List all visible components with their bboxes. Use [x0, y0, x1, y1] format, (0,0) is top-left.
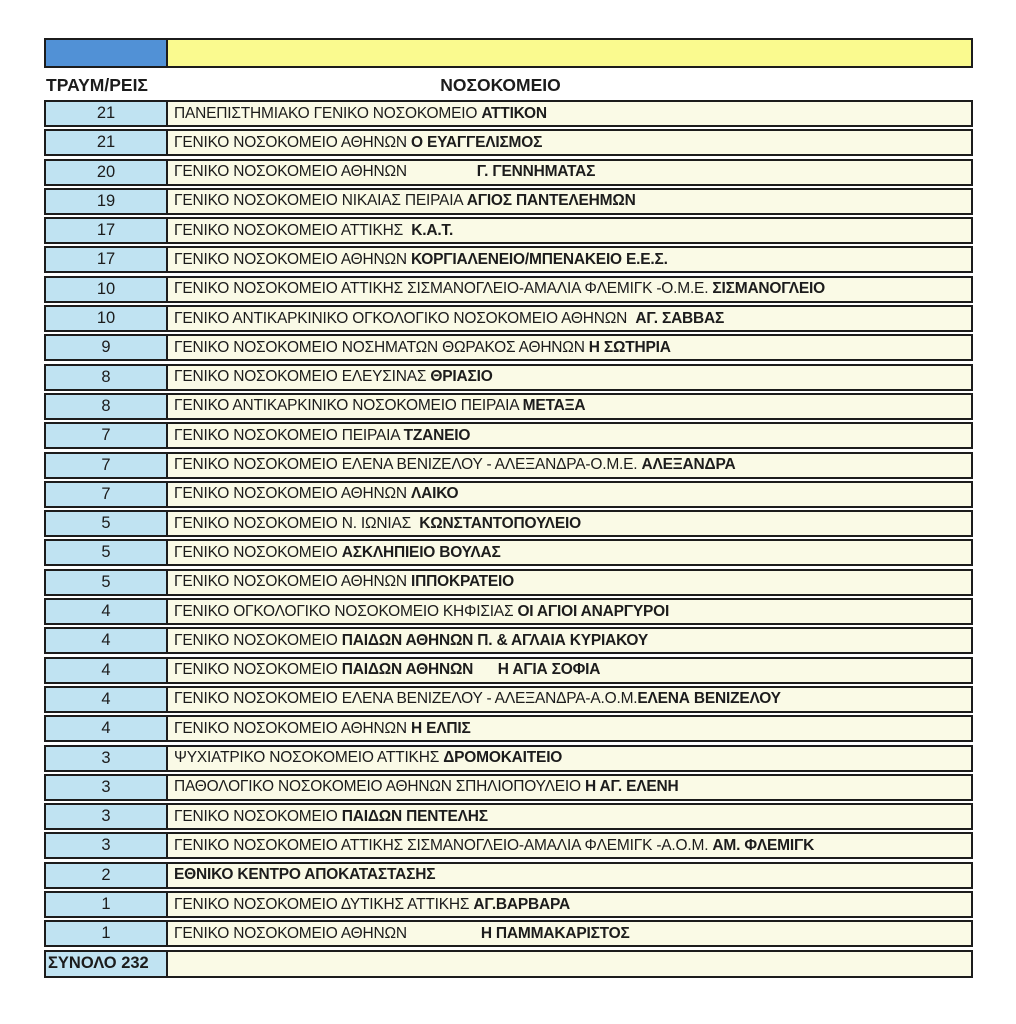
casualty-count-cell[interactable]: 8 [46, 395, 168, 418]
casualty-count-cell[interactable]: 10 [46, 307, 168, 330]
hospital-name-prefix: ΓΕΝΙΚΟ ΝΟΣΟΚΟΜΕΙΟ Ν. ΙΩΝΙΑΣ [174, 514, 420, 532]
table-row [44, 305, 973, 332]
hospital-name-prefix: ΨΥΧΙΑΤΡΙΚΟ ΝΟΣΟΚΟΜΕΙΟ ΑΤΤΙΚΗΣ [174, 749, 444, 767]
table-row [44, 159, 973, 186]
hospital-name-cell[interactable] [168, 131, 971, 154]
casualty-count-cell[interactable]: 4 [46, 659, 168, 682]
casualty-count-cell[interactable]: 5 [46, 512, 168, 535]
table-row [44, 627, 973, 654]
casualty-count-cell[interactable]: 1 [46, 893, 168, 916]
hospital-name-emphasis: ΑΛΕΞΑΝΔΡΑ [641, 456, 736, 474]
hospital-name-prefix: ΠΑΘΟΛΟΓΙΚΟ ΝΟΣΟΚΟΜΕΙΟ ΑΘΗΝΩΝ ΣΠΗΛΙΟΠΟΥΛΕΙΟ [174, 778, 585, 796]
table-row [44, 745, 973, 772]
table-row [44, 510, 973, 537]
hospital-name-cell[interactable] [168, 248, 971, 271]
hospital-name-cell[interactable] [168, 864, 971, 887]
table-row [44, 686, 973, 713]
table-row [44, 217, 973, 244]
table-row [44, 715, 973, 742]
hospital-name-prefix: ΓΕΝΙΚΟ ΝΟΣΟΚΟΜΕΙΟ ΕΛΕΝΑ ΒΕΝΙΖΕΛΟΥ - ΑΛΕΞΑΝΔΡΑ-Α.Ο.Μ. [174, 690, 638, 708]
casualty-count-cell[interactable]: 3 [46, 805, 168, 828]
hospital-name-emphasis: ΑΜ. ΦΛΕΜΙΓΚ [712, 836, 815, 854]
hospital-name-prefix: ΠΑΝΕΠΙΣΤΗΜΙΑΚΟ ΓΕΝΙΚΟ ΝΟΣΟΚΟΜΕΙΟ [174, 104, 482, 122]
hospital-column-header: ΝΟΣΟΚΟΜΕΙΟ [440, 75, 561, 95]
hospital-name-cell[interactable] [168, 454, 971, 477]
hospital-name-prefix: ΓΕΝΙΚΟ ΝΟΣΟΚΟΜΕΙΟ ΑΤΤΙΚΗΣ [174, 221, 412, 239]
hospital-name-cell[interactable] [168, 219, 971, 242]
casualty-count-cell[interactable]: 7 [46, 454, 168, 477]
count-column-band-cell[interactable] [46, 40, 168, 66]
hospital-name-emphasis: ΠΑΙΔΩΝ ΑΘΗΝΩΝ Η ΑΓΙΑ ΣΟΦΙΑ [341, 661, 601, 679]
hospital-name-emphasis: ΕΛΕΝΑ ΒΕΝΙΖΕΛΟΥ [637, 690, 781, 708]
casualty-count-cell[interactable]: 7 [46, 483, 168, 506]
casualty-count-cell[interactable]: 10 [46, 278, 168, 301]
hospital-name-prefix: ΓΕΝΙΚΟ ΝΟΣΟΚΟΜΕΙΟ ΑΘΗΝΩΝ [174, 163, 477, 181]
casualty-count-cell[interactable]: 3 [46, 776, 168, 799]
hospital-name-prefix: ΓΕΝΙΚΟ ΑΝΤΙΚΑΡΚΙΝΙΚΟ ΟΓΚΟΛΟΓΙΚΟ ΝΟΣΟΚΟΜΕΙΟ ΑΘΗΝΩΝ [174, 309, 636, 327]
hospital-name-emphasis: ΑΓ.ΒΑΡΒΑΡΑ [473, 895, 571, 913]
hospital-name-emphasis: ΔΡΟΜΟΚΑΙΤΕΙΟ [443, 749, 563, 767]
hospital-name-prefix: ΓΕΝΙΚΟ ΝΟΣΟΚΟΜΕΙΟ [174, 807, 342, 825]
hospital-name-emphasis: ΑΓΙΟΣ ΠΑΝΤΕΛΕΗΜΩΝ [466, 192, 636, 210]
hospital-name-cell[interactable] [168, 161, 971, 184]
hospital-name-prefix: ΓΕΝΙΚΟ ΝΟΣΟΚΟΜΕΙΟ ΔΥΤΙΚΗΣ ΑΤΤΙΚΗΣ [174, 895, 474, 913]
hospital-name-emphasis: ΕΘΝΙΚΟ ΚΕΝΤΡΟ ΑΠΟΚΑΤΑΣΤΑΣΗΣ [174, 866, 436, 884]
table-row [44, 774, 973, 801]
casualty-count-cell[interactable]: 4 [46, 688, 168, 711]
table-row [44, 246, 973, 273]
hospital-name-cell[interactable] [168, 688, 971, 711]
total-empty-cell[interactable] [168, 952, 971, 976]
casualty-count-cell[interactable]: 9 [46, 336, 168, 359]
hospital-name-emphasis: Η ΑΓ. ΕΛΕΝΗ [585, 778, 679, 796]
hospital-name-emphasis: Η ΕΛΠΙΣ [411, 719, 471, 737]
hospital-name-cell[interactable] [168, 629, 971, 652]
hospital-name-cell[interactable] [168, 366, 971, 389]
total-row [44, 950, 973, 978]
casualty-count-cell[interactable]: 4 [46, 717, 168, 740]
table-row [44, 832, 973, 859]
table-row [44, 100, 973, 127]
hospital-name-cell[interactable] [168, 717, 971, 740]
hospital-name-cell[interactable] [168, 541, 971, 564]
table-row [44, 334, 973, 361]
table-row [44, 422, 973, 449]
hospital-name-prefix: ΓΕΝΙΚΟ ΑΝΤΙΚΑΡΚΙΝΙΚΟ ΝΟΣΟΚΟΜΕΙΟ ΠΕΙΡΑΙΑ [174, 397, 523, 415]
hospital-name-emphasis: ΑΓ. ΣΑΒΒΑΣ [635, 309, 725, 327]
casualty-count-cell[interactable]: 5 [46, 541, 168, 564]
table-row [44, 276, 973, 303]
hospital-name-prefix: ΓΕΝΙΚΟ ΝΟΣΟΚΟΜΕΙΟ ΑΘΗΝΩΝ [174, 573, 412, 591]
hospital-name-emphasis: ΑΤΤΙΚΟΝ [481, 104, 547, 122]
hospital-name-prefix: ΓΕΝΙΚΟ ΝΟΣΟΚΟΜΕΙΟ ΕΛΕΥΣΙΝΑΣ [174, 368, 431, 386]
table-row [44, 891, 973, 918]
casualty-count-cell[interactable]: 4 [46, 600, 168, 623]
table-row [44, 598, 973, 625]
hospital-name-cell[interactable] [168, 776, 971, 799]
casualty-count-cell[interactable]: 7 [46, 424, 168, 447]
hospital-name-cell[interactable] [168, 659, 971, 682]
casualty-count-cell[interactable]: 21 [46, 131, 168, 154]
hospital-name-emphasis: ΚΟΡΓΙΑΛΕΝΕΙΟ/ΜΠΕΝΑΚΕΙΟ Ε.Ε.Σ. [411, 250, 668, 268]
table-row [44, 539, 973, 566]
hospital-name-emphasis: Η ΠΑΜΜΑΚΑΡΙΣΤΟΣ [480, 924, 630, 942]
casualty-count-cell[interactable]: 20 [46, 161, 168, 184]
hospital-name-emphasis: ΘΡΙΑΣΙΟ [430, 368, 493, 386]
hospital-name-emphasis: ΑΣΚΛΗΠΙΕΙΟ ΒΟΥΛΑΣ [341, 543, 501, 561]
casualty-count-cell[interactable]: 17 [46, 248, 168, 271]
table-row [44, 862, 973, 889]
hospital-name-cell[interactable] [168, 190, 971, 213]
hospital-name-prefix: ΓΕΝΙΚΟ ΝΟΣΟΚΟΜΕΙΟ ΑΤΤΙΚΗΣ ΣΙΣΜΑΝΟΓΛΕΙΟ-ΑΜΑΛΙΑ ΦΛΕΜΙΓΚ -Α.Ο.Μ. [174, 836, 713, 854]
hospital-name-cell[interactable] [168, 512, 971, 535]
casualty-count-cell[interactable]: 21 [46, 102, 168, 125]
hospital-name-cell[interactable] [168, 834, 971, 857]
hospital-name-emphasis: Ο ΕΥΑΓΓΕΛΙΣΜΟΣ [411, 133, 543, 151]
hospital-name-cell[interactable] [168, 893, 971, 916]
casualty-count-cell[interactable]: 8 [46, 366, 168, 389]
table-row [44, 481, 973, 508]
hospital-name-cell[interactable] [168, 102, 971, 125]
hospital-column-band-cell[interactable] [168, 40, 971, 66]
hospital-name-prefix: ΓΕΝΙΚΟ ΝΟΣΟΚΟΜΕΙΟ ΠΕΙΡΑΙΑ [174, 426, 404, 444]
table-row [44, 569, 973, 596]
hospital-name-prefix: ΓΕΝΙΚΟ ΝΟΣΟΚΟΜΕΙΟ [174, 631, 342, 649]
hospital-name-cell[interactable] [168, 747, 971, 770]
table-row [44, 364, 973, 391]
hospital-name-prefix: ΓΕΝΙΚΟ ΝΟΣΟΚΟΜΕΙΟ ΕΛΕΝΑ ΒΕΝΙΖΕΛΟΥ - ΑΛΕΞΑΝΔΡΑ-Ο.Μ.Ε. [174, 456, 642, 474]
hospital-name-prefix: ΓΕΝΙΚΟ ΝΟΣΟΚΟΜΕΙΟ ΑΘΗΝΩΝ [174, 485, 412, 503]
header-color-band [44, 38, 973, 68]
hospital-name-cell[interactable] [168, 600, 971, 623]
casualty-count-cell[interactable]: 4 [46, 629, 168, 652]
table-body [44, 100, 973, 947]
casualty-count-cell[interactable]: 17 [46, 219, 168, 242]
hospital-name-emphasis: Γ. ΓΕΝΝΗΜΑΤΑΣ [476, 163, 596, 181]
hospital-name-emphasis: Κ.Α.Τ. [411, 221, 454, 239]
hospital-name-cell[interactable] [168, 424, 971, 447]
hospital-name-prefix: ΓΕΝΙΚΟ ΝΟΣΟΚΟΜΕΙΟ ΑΘΗΝΩΝ [174, 133, 412, 151]
casualty-count-cell[interactable]: 19 [46, 190, 168, 213]
count-column-header: ΤΡΑΥΜ/ΡΕΙΣ [46, 75, 148, 95]
table-row [44, 657, 973, 684]
hospital-name-emphasis: Η ΣΩΤΗΡΙΑ [588, 338, 671, 356]
hospital-name-cell[interactable] [168, 395, 971, 418]
hospital-name-emphasis: ΠΑΙΔΩΝ ΠΕΝΤΕΛΗΣ [341, 807, 488, 825]
hospital-name-emphasis: ΤΖΑΝΕΙΟ [403, 426, 471, 444]
hospital-name-prefix: ΓΕΝΙΚΟ ΝΟΣΟΚΟΜΕΙΟ ΑΘΗΝΩΝ [174, 250, 412, 268]
hospital-name-prefix: ΓΕΝΙΚΟ ΝΟΣΟΚΟΜΕΙΟ ΑΤΤΙΚΗΣ ΣΙΣΜΑΝΟΓΛΕΙΟ-ΑΜΑΛΙΑ ΦΛΕΜΙΓΚ -Ο.Μ.Ε. [174, 280, 713, 298]
hospital-name-emphasis: ΜΕΤΑΞΑ [522, 397, 586, 415]
table-row [44, 129, 973, 156]
hospital-name-prefix: ΓΕΝΙΚΟ ΝΟΣΟΚΟΜΕΙΟ [174, 543, 342, 561]
hospital-name-cell[interactable] [168, 571, 971, 594]
casualty-count-cell[interactable]: 3 [46, 747, 168, 770]
hospital-name-prefix: ΓΕΝΙΚΟ ΝΟΣΟΚΟΜΕΙΟ ΑΘΗΝΩΝ [174, 719, 412, 737]
casualty-count-cell[interactable]: 3 [46, 834, 168, 857]
hospital-name-prefix: ΓΕΝΙΚΟ ΝΟΣΟΚΟΜΕΙΟ ΝΟΣΗΜΑΤΩΝ ΘΩΡΑΚΟΣ ΑΘΗΝΩΝ [174, 338, 589, 356]
hospital-name-emphasis: ΙΠΠΟΚΡΑΤΕΙΟ [411, 573, 515, 591]
table-row [44, 188, 973, 215]
casualty-count-cell[interactable]: 2 [46, 864, 168, 887]
table-row [44, 920, 973, 947]
hospital-name-emphasis: ΣΙΣΜΑΝΟΓΛΕΙΟ [712, 280, 825, 298]
column-labels-row [44, 71, 973, 100]
hospital-name-cell[interactable] [168, 307, 971, 330]
hospital-casualty-table [44, 38, 973, 978]
hospital-name-prefix: ΓΕΝΙΚΟ ΝΟΣΟΚΟΜΕΙΟ ΝΙΚΑΙΑΣ ΠΕΙΡΑΙΑ [174, 192, 467, 210]
hospital-name-prefix: ΓΕΝΙΚΟ ΟΓΚΟΛΟΓΙΚΟ ΝΟΣΟΚΟΜΕΙΟ ΚΗΦΙΣΙΑΣ [174, 602, 518, 620]
casualty-count-cell[interactable]: 5 [46, 571, 168, 594]
hospital-name-emphasis: ΠΑΙΔΩΝ ΑΘΗΝΩΝ Π. & ΑΓΛΑΙΑ ΚΥΡΙΑΚΟΥ [341, 631, 648, 649]
hospital-name-cell[interactable] [168, 805, 971, 828]
hospital-name-cell[interactable] [168, 278, 971, 301]
hospital-name-emphasis: ΛΑΙΚΟ [411, 485, 459, 503]
hospital-name-cell[interactable] [168, 922, 971, 945]
table-row [44, 452, 973, 479]
hospital-name-emphasis: ΟΙ ΑΓΙΟΙ ΑΝΑΡΓΥΡΟΙ [517, 602, 670, 620]
table-row [44, 393, 973, 420]
hospital-name-cell[interactable] [168, 336, 971, 359]
total-label-cell[interactable]: ΣΥΝΟΛΟ 232 [46, 952, 168, 976]
table-row [44, 803, 973, 830]
hospital-name-emphasis: ΚΩΝΣΤΑΝΤΟΠΟΥΛΕΙΟ [419, 514, 581, 532]
hospital-name-prefix: ΓΕΝΙΚΟ ΝΟΣΟΚΟΜΕΙΟ [174, 661, 342, 679]
hospital-name-prefix: ΓΕΝΙΚΟ ΝΟΣΟΚΟΜΕΙΟ ΑΘΗΝΩΝ [174, 924, 481, 942]
hospital-name-cell[interactable] [168, 483, 971, 506]
casualty-count-cell[interactable]: 1 [46, 922, 168, 945]
